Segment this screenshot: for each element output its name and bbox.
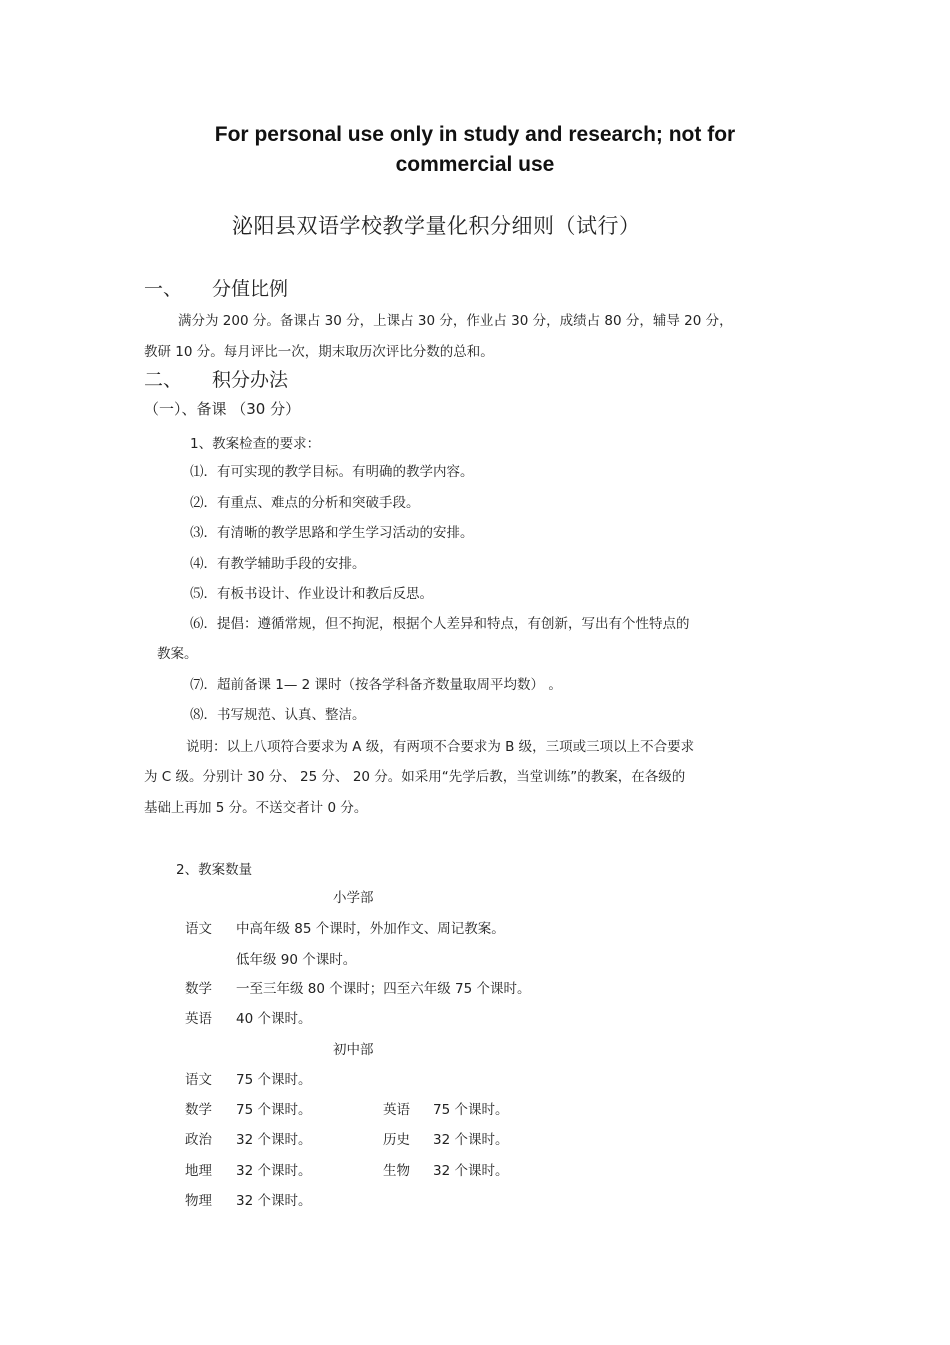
junior-subject: 历史	[383, 1132, 410, 1148]
section-2-number: 二、	[144, 369, 183, 391]
requirement-6-continued: 教案。	[157, 646, 198, 662]
junior-hours: 75 个课时。	[236, 1072, 312, 1088]
requirement-1: ⑴．有可实现的教学目标。有明确的教学内容。	[190, 464, 474, 480]
section-2-heading: 积分办法	[212, 369, 289, 391]
primary-chinese-upper: 中高年级 85 个课时，外加作文、周记教案。	[236, 921, 505, 937]
junior-subject: 地理	[185, 1163, 212, 1179]
junior-subject: 语文	[185, 1072, 212, 1088]
junior-hours: 32 个课时。	[433, 1132, 509, 1148]
primary-chinese-lower: 低年级 90 个课时。	[236, 952, 357, 968]
junior-heading: 初中部	[333, 1042, 374, 1058]
requirement-6: ⑹．提倡：遵循常规，但不拘泥，根据个人差异和特点，有创新，写出有个性特点的	[190, 616, 690, 632]
junior-subject: 物理	[185, 1193, 212, 1209]
section-1-para-line-1: 满分为 200 分。备课占 30 分，上课占 30 分，作业占 30 分，成绩占 80 分，辅导 20 分，	[178, 313, 733, 329]
note-line-1: 说明：以上八项符合要求为 A 级，有两项不合要求为 B 级，三项或三项以上不合要求	[186, 739, 695, 755]
section-1-heading: 分值比例	[212, 278, 289, 300]
notice-line-2: commercial use	[395, 153, 555, 176]
junior-subject: 英语	[383, 1102, 410, 1118]
primary-heading: 小学部	[333, 890, 374, 906]
junior-hours: 32 个课时。	[236, 1163, 312, 1179]
junior-hours: 75 个课时。	[433, 1102, 509, 1118]
subsection-prep-heading: （一）、备课 （30 分）	[144, 400, 301, 418]
primary-subject-english: 英语	[185, 1011, 212, 1027]
item-2-title: 2、教案数量	[176, 862, 253, 878]
primary-subject-math: 数学	[185, 981, 212, 997]
junior-hours: 32 个课时。	[236, 1132, 312, 1148]
item-1-title: 1、教案检查的要求：	[190, 436, 321, 452]
junior-subject: 政治	[185, 1132, 212, 1148]
junior-hours: 32 个课时。	[433, 1163, 509, 1179]
section-1-para-line-2: 教研 10 分。每月评比一次，期末取历次评比分数的总和。	[144, 344, 494, 360]
requirement-8: ⑻．书写规范、认真、整洁。	[190, 707, 366, 723]
section-1-number: 一、	[144, 278, 183, 300]
junior-hours: 32 个课时。	[236, 1193, 312, 1209]
document-title: 泌阳县双语学校教学量化积分细则（试行）	[232, 214, 641, 238]
primary-math-text: 一至三年级 80 个课时；四至六年级 75 个课时。	[236, 981, 531, 997]
primary-subject-chinese: 语文	[185, 921, 212, 937]
note-line-2: 为 C 级。分别计 30 分、 25 分、 20 分。如采用“先学后教，当堂训练”的教案，在各级的	[144, 769, 686, 785]
requirement-4: ⑷．有教学辅助手段的安排。	[190, 556, 366, 572]
junior-subject: 数学	[185, 1102, 212, 1118]
requirement-3: ⑶．有清晰的教学思路和学生学习活动的安排。	[190, 525, 474, 541]
note-line-3: 基础上再加 5 分。不送交者计 0 分。	[144, 800, 368, 816]
primary-english-text: 40 个课时。	[236, 1011, 312, 1027]
requirement-7: ⑺．超前备课 1— 2 课时（按各学科备齐数量取周平均数） 。	[190, 677, 562, 693]
junior-subject: 生物	[383, 1163, 410, 1179]
requirement-2: ⑵．有重点、难点的分析和突破手段。	[190, 495, 420, 511]
notice-line-1: For personal use only in study and research; not for	[214, 123, 736, 146]
requirement-5: ⑸．有板书设计、作业设计和教后反思。	[190, 586, 433, 602]
junior-hours: 75 个课时。	[236, 1102, 312, 1118]
